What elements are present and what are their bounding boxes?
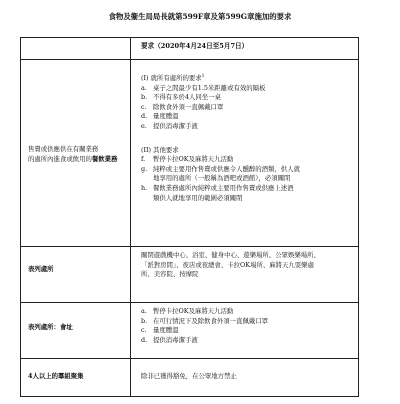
row-requirements-cell	[131, 303, 359, 359]
row-label-club-house: 表列處所：會址	[28, 323, 73, 331]
row-label-catering: 售賣或供應供在有關業務 的處所內進食或飲用的餐飲業務	[28, 145, 118, 163]
list-item: h. 餐飲業務處所內純粹或主要用作售賣或供應上述酒 類供人就地享用的範圍必須關閉	[141, 183, 294, 202]
row-label-cell	[21, 247, 131, 303]
row-label-group-gathering: 4人以上的羣組聚集	[28, 372, 84, 380]
list-item: d. 提供消毒潔手液	[141, 335, 198, 344]
group-gathering-text: 除非已獲得豁免，在公眾地方禁止	[141, 372, 237, 380]
requirements-period-heading: 要求（2020年4月24日至5月7日）	[141, 42, 249, 50]
list-item: a. 桌子之間最少有1.5米距離或有效的隔板	[141, 83, 266, 92]
header-left-cell	[21, 38, 131, 60]
document-title: 食物及衞生局局長就第599F章及第599G章施加的要求	[108, 12, 292, 21]
header-right-cell	[131, 38, 359, 60]
row-label-cell	[21, 60, 131, 247]
list-item: g. 純粹或主要用作售賣或供應令人醺醉的酒類，供人就 地享用的處所（一般稱為酒吧或酒館），必須關閉	[141, 164, 300, 183]
list-item: e. 提供消毒潔手液	[141, 121, 198, 130]
table-header-row	[21, 38, 359, 60]
row-requirements-cell	[131, 60, 359, 247]
list-item: d. 量度體溫	[141, 112, 179, 121]
list-item: f. 暫停卡拉OK及麻將天九活動	[141, 155, 234, 164]
row-label-scheduled-premises: 表列處所	[28, 265, 54, 273]
table-row	[21, 359, 359, 397]
requirements-table	[20, 37, 359, 397]
row-requirements-cell	[131, 359, 359, 397]
list-item: b. 在可行情況下及除飲食外須一直佩戴口罩	[141, 316, 269, 325]
list-item: c. 除飲食外須一直佩戴口罩	[141, 102, 224, 111]
table-row	[21, 303, 359, 359]
list-item: b. 不得有多於4人同坐一桌	[141, 93, 221, 102]
section-title: (II) 其他要求	[141, 145, 179, 154]
table-row	[21, 60, 359, 247]
table-row	[21, 247, 359, 303]
list-item: a. 暫停卡拉OK及麻將天九活動	[141, 307, 234, 315]
row-requirements-cell	[131, 247, 359, 303]
section-title: (I) 就所有處所的要求$^1$	[141, 73, 205, 82]
row-label-cell	[21, 303, 131, 359]
list-item: c. 量度體溫	[141, 326, 179, 335]
row-label-cell	[21, 359, 131, 397]
scheduled-premises-text: 關閉遊戲機中心、浴室、健身中心、遊樂場所、公眾娛樂場所、 「派對房間」、夜店或夜總會、卡拉OK場所、麻將天九耍樂處 所、美容院、按摩院	[141, 251, 320, 279]
